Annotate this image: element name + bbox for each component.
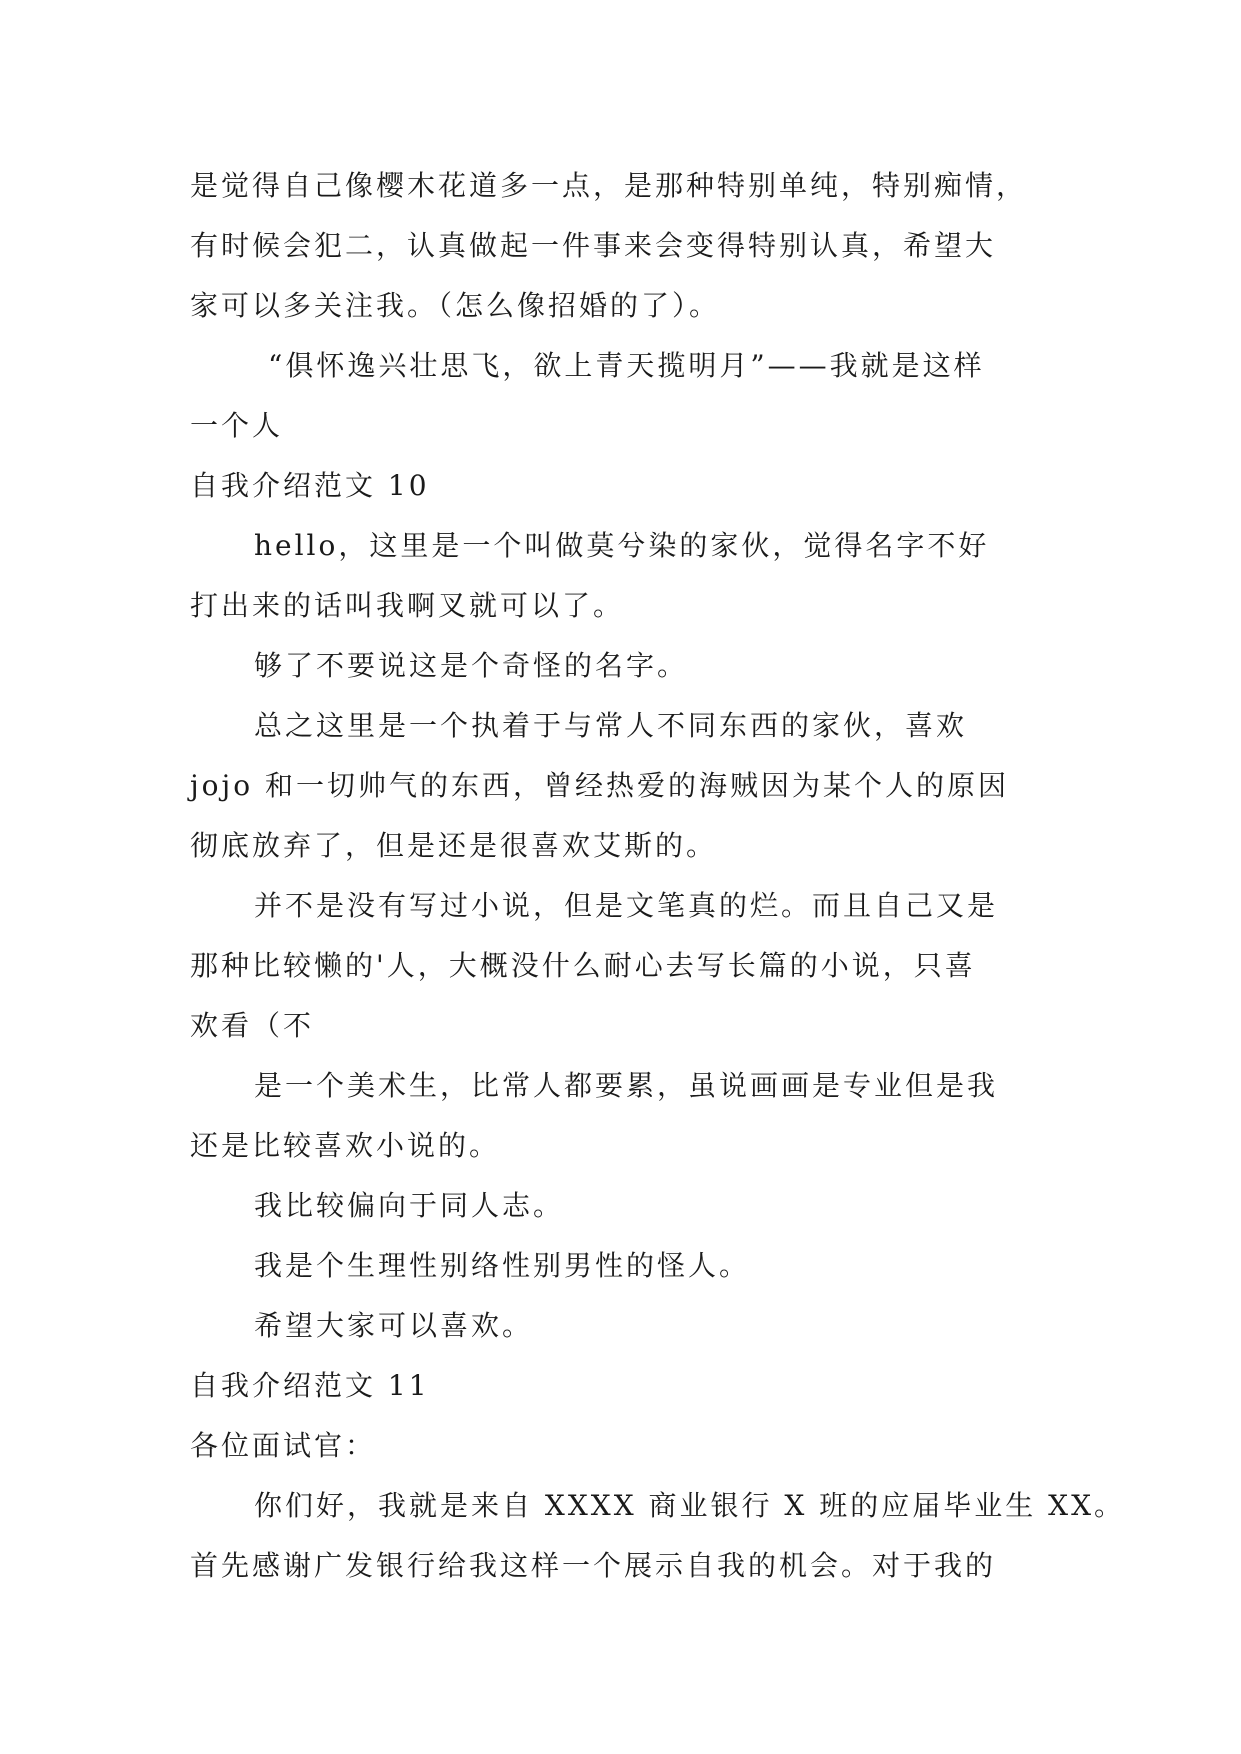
paragraph-line: 并不是没有写过小说，但是文笔真的烂。而且自己又是 [254, 889, 999, 922]
paragraph-line: 彻底放弃了，但是还是很喜欢艾斯的。 [190, 829, 718, 862]
paragraph-line: 希望大家可以喜欢。 [254, 1309, 534, 1342]
paragraph-line: 你们好，我就是来自 XXXX 商业银行 X 班的应届毕业生 XX。 [254, 1489, 1126, 1522]
paragraph-line: 还是比较喜欢小说的。 [190, 1129, 501, 1162]
paragraph-line: hello，这里是一个叫做莫兮染的家伙，觉得名字不好 [254, 529, 990, 562]
paragraph-line: jojo 和一切帅气的东西，曾经热爱的海贼因为某个人的原因 [190, 769, 1009, 802]
paragraph-line: 欢看（不 [190, 1009, 315, 1042]
paragraph-line: 那种比较懒的'人，大概没什么耐心去写长篇的小说，只喜 [190, 949, 976, 982]
paragraph-line: 是一个美术生，比常人都要累，虽说画画是专业但是我 [254, 1069, 999, 1102]
section-heading: 自我介绍范文 11 [190, 1369, 430, 1402]
paragraph-line: 总之这里是一个执着于与常人不同东西的家伙，喜欢 [254, 709, 968, 742]
paragraph-line: 首先感谢广发银行给我这样一个展示自我的机会。对于我的 [190, 1549, 997, 1582]
document-page [190, 156, 1126, 1596]
paragraph-line: 是觉得自己像樱木花道多一点，是那种特别单纯，特别痴情， [190, 169, 1028, 202]
paragraph-line: 一个人 [190, 409, 284, 442]
paragraph-line: 我是个生理性别络性别男性的怪人。 [254, 1249, 751, 1282]
salutation-line: 各位面试官： [190, 1429, 377, 1462]
paragraph-line: 有时候会犯二，认真做起一件事来会变得特别认真，希望大 [190, 229, 997, 262]
paragraph-line: 够了不要说这是个奇怪的名字。 [254, 649, 689, 682]
paragraph-line: 我比较偏向于同人志。 [254, 1189, 565, 1222]
paragraph-line: 家可以多关注我。（怎么像招婚的了）。 [190, 289, 721, 322]
quote-line: “俱怀逸兴壮思飞，欲上青天揽明月”——我就是这样 [268, 349, 985, 382]
paragraph-line: 打出来的话叫我啊叉就可以了。 [190, 589, 625, 622]
section-heading: 自我介绍范文 10 [190, 469, 430, 502]
